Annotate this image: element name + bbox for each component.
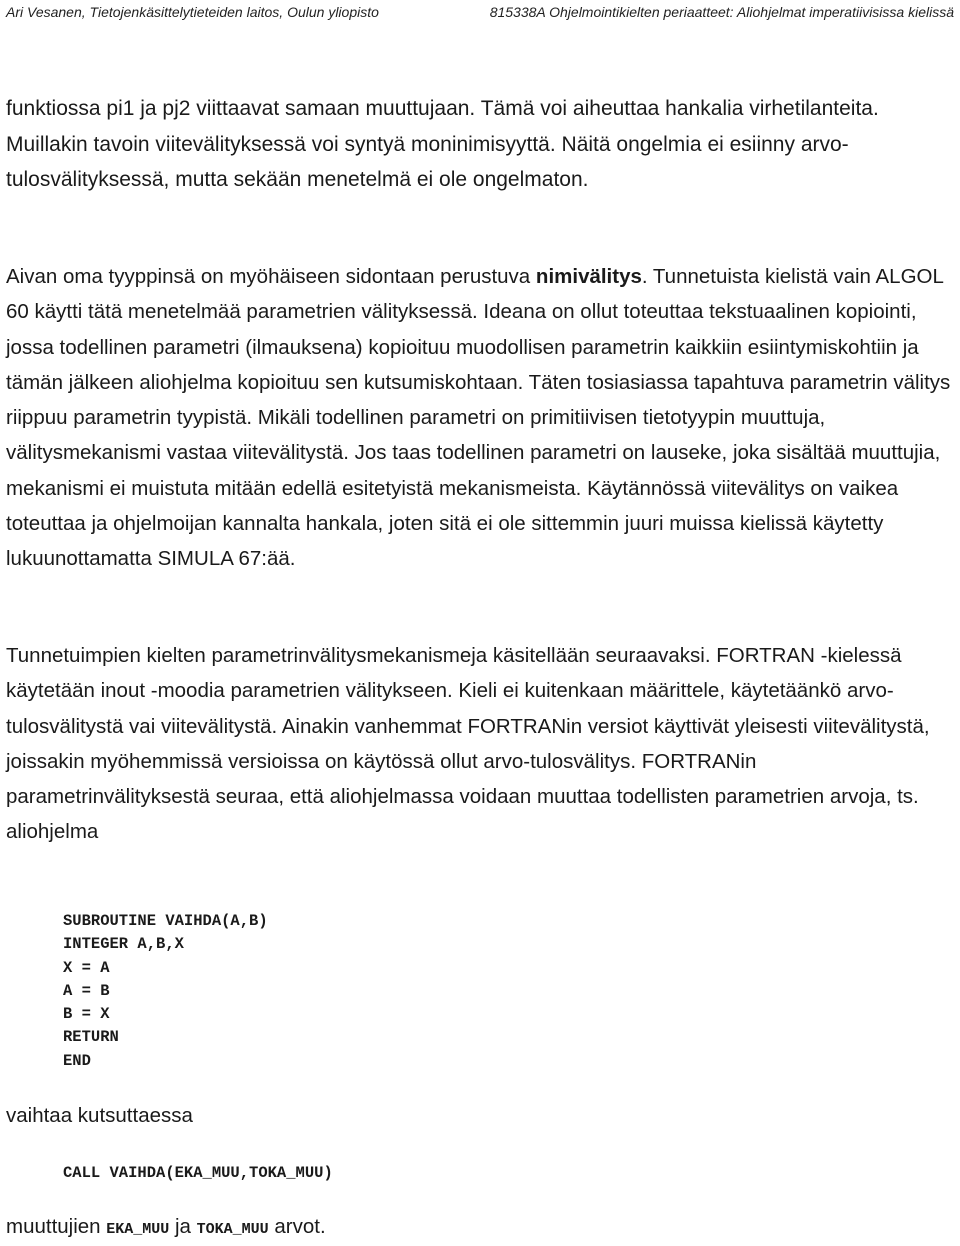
text-after-code: vaihtaa kutsuttaessa: [6, 1104, 193, 1127]
header-author: Ari Vesanen, Tietojenkäsittelytieteiden laitos, Oulun yliopisto: [6, 4, 379, 20]
code-line: X = A: [63, 958, 110, 977]
code-line: A = B: [63, 981, 110, 1000]
code-line: RETURN: [63, 1028, 119, 1047]
code-line: END: [63, 1051, 91, 1070]
paragraph-2-text-b: . Tunnetuista kielistä vain ALGOL 60 käytti tätä menetelmää parametrien välityksessä. Ideana on ollut toteuttaa tekstuaalinen kopiointi, jossa todellinen parametri (ilmauksena) kopioituu muodollisen parametrin kaikkiin esiintymiskohtiin ja tämän jälkeen aliohjelma kopioituu sen kutsumiskohtaan. Täten tosiasiassa tapahtuva parametrin välitys riippuu parametrin tyypistä. Mikäli todellinen parametri on primitiivisen tietotyypin muuttuja, välitysmekanismi vastaa viitevälitystä. Jos taas todellinen parametri on lauseke, joka sisältää muuttujia, mekanismi ei muistuta mitään edellä esitetyistä mekanismeista. Käytännössä viitevälitys on vaikea toteuttaa ja ohjelmoijan kannalta hankala, joten sitä ei ole sittemmin juuri muissa kielissä käytetty lukuunottamatta SIMULA 67:ää.: [6, 265, 951, 571]
code-line: INTEGER A,B,X: [63, 935, 184, 954]
inline-code-eka-muu: EKA_MUU: [106, 1221, 170, 1238]
term-nimivalitys: nimivälitys: [535, 265, 642, 288]
code-line: B = X: [63, 1005, 110, 1024]
code-block-call: [63, 1162, 333, 1185]
final-prefix: muuttujien: [6, 1215, 107, 1238]
header-course: 815338A Ohjelmointikielten periaatteet: Aliohjelmat imperatiivisissa kielissä: [489, 4, 954, 20]
code-block-subroutine: [63, 910, 268, 1073]
page-header: [6, 0, 954, 24]
final-suffix: arvot.: [268, 1215, 326, 1238]
inline-code-toka-muu: TOKA_MUU: [196, 1221, 269, 1238]
code-line: SUBROUTINE VAIHDA(A,B): [63, 912, 268, 930]
final-middle: ja: [169, 1215, 197, 1238]
paragraph-3: Tunnetuimpien kielten parametrinvälitysmekanismeja käsitellään seuraavaksi. FORTRAN -kielessä käytetään inout -moodia parametrien välitykseen. Kieli ei kuitenkaan määrittele, käytetäänkö arvo-tulosvälitystä vai viitevälitystä. Ainakin vanhemmat FORTRANin versiot käyttivät yleisesti viitevälitystä, joissakin myöhemmissä versioissa on käytössä ollut arvo-tulosvälitys. FORTRANin parametrinvälityksestä seuraa, että aliohjelmassa voidaan muuttaa todellisten parametrien arvoja, ts. aliohjelma: [6, 644, 930, 844]
final-line: [6, 1215, 326, 1239]
code-line: CALL VAIHDA(EKA_MUU,TOKA_MUU): [63, 1164, 333, 1182]
paragraph-2: [6, 259, 954, 577]
paragraph-2-text-a: Aivan oma tyyppinsä on myöhäiseen sidontaan perustuva: [6, 265, 536, 288]
paragraph-1: funktiossa pi1 ja pj2 viittaavat samaan muuttujaan. Tämä voi aiheuttaa hankalia virhetilanteita. Muillakin tavoin viitevälityksessä voi syntyä moninimisyyttä. Näitä ongelmia ei esiinny arvo-tulosvälityksessä, mutta sekään menetelmä ei ole ongelmaton.: [6, 97, 879, 191]
